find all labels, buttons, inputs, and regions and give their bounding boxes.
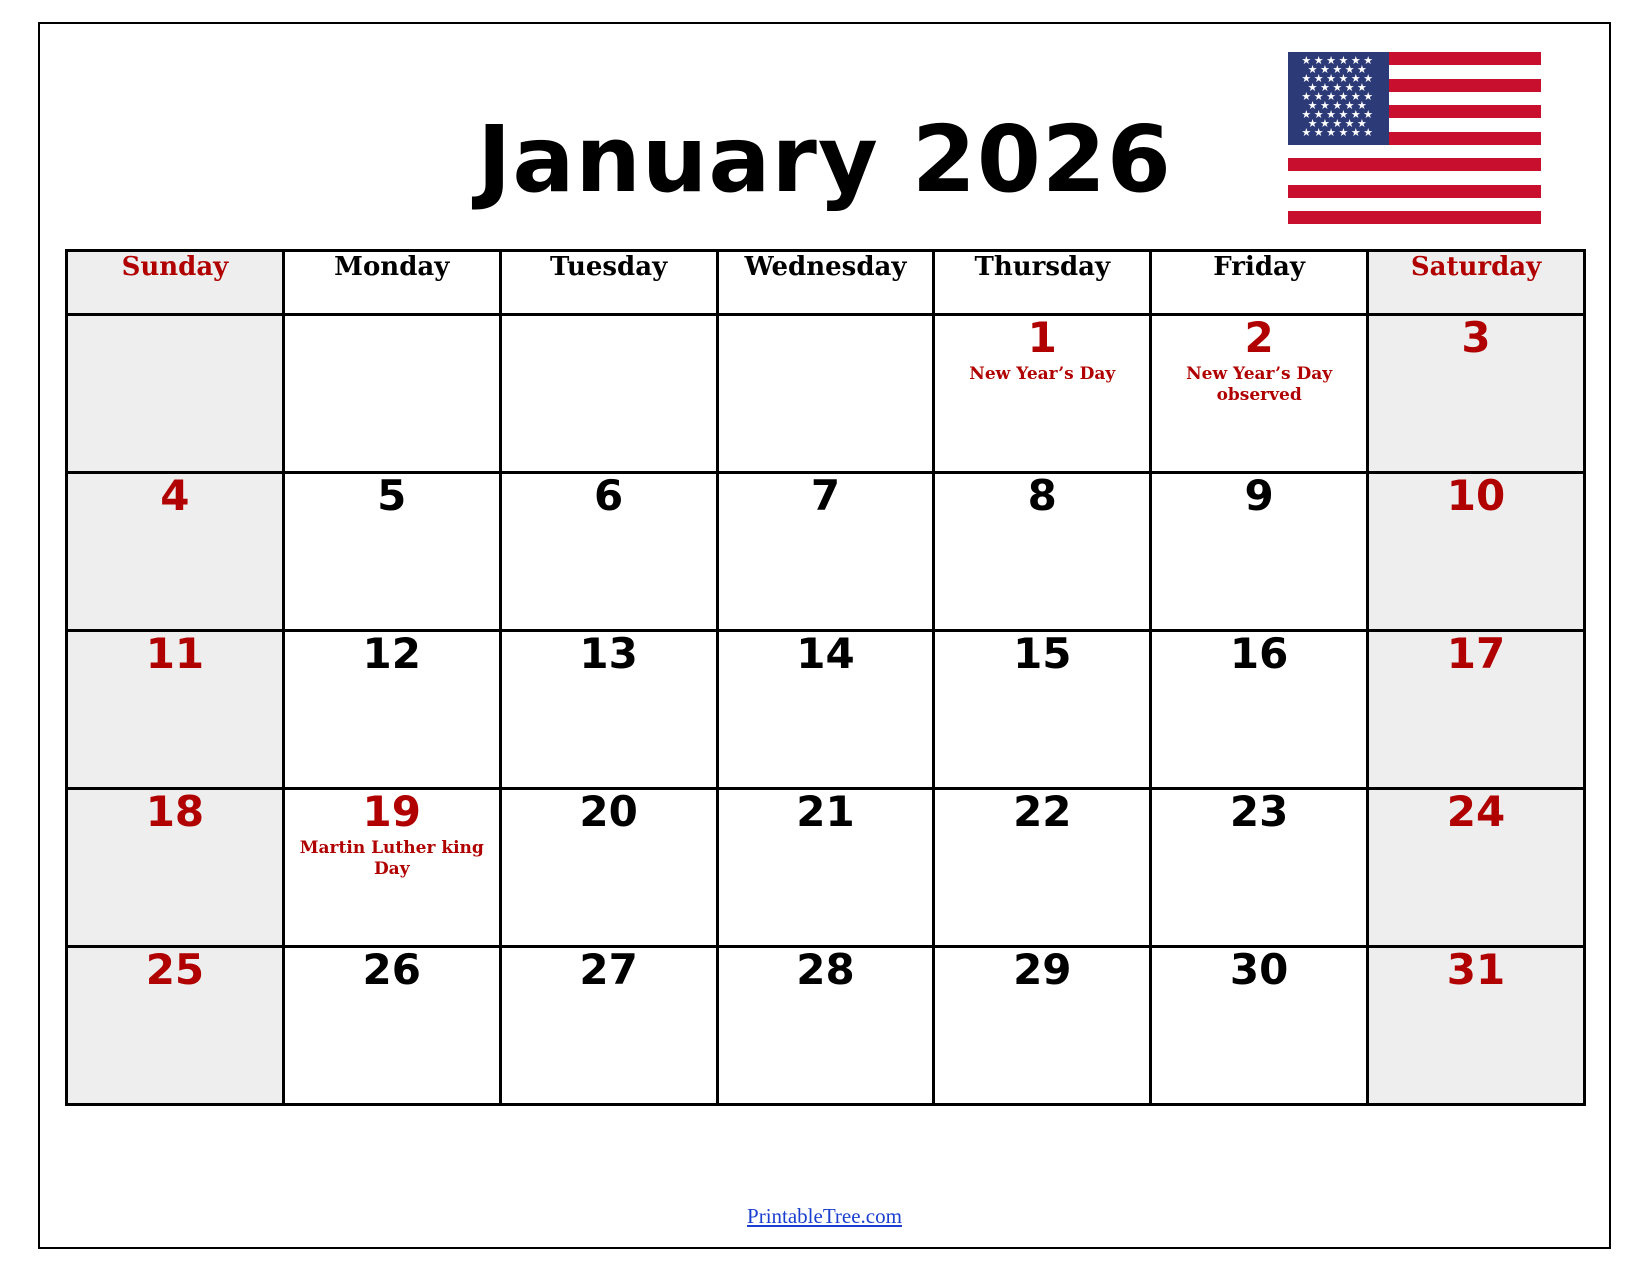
calendar-grid xyxy=(65,249,1586,1106)
calendar-week-row xyxy=(67,631,1585,789)
day-cell[interactable] xyxy=(717,789,934,947)
day-cell[interactable] xyxy=(67,473,284,631)
day-cell[interactable] xyxy=(1368,315,1585,473)
weekday-header-thursday: Thursday xyxy=(934,251,1151,315)
day-cell[interactable] xyxy=(1368,631,1585,789)
calendar-page xyxy=(38,22,1611,1249)
day-cell[interactable] xyxy=(283,631,500,789)
calendar-week-row xyxy=(67,473,1585,631)
day-event: New Year’s Day observed xyxy=(1186,364,1333,406)
day-cell[interactable] xyxy=(717,631,934,789)
day-number: 20 xyxy=(579,787,638,836)
day-cell[interactable] xyxy=(934,947,1151,1105)
day-cell[interactable] xyxy=(1151,789,1368,947)
day-cell[interactable] xyxy=(1151,631,1368,789)
day-number: 9 xyxy=(1244,471,1274,520)
day-number: 7 xyxy=(810,471,841,520)
day-number: 25 xyxy=(145,945,205,994)
day-cell[interactable] xyxy=(500,473,717,631)
calendar-week-row xyxy=(67,947,1585,1105)
day-cell[interactable] xyxy=(1151,473,1368,631)
day-cell[interactable] xyxy=(1151,315,1368,473)
day-cell[interactable] xyxy=(1151,947,1368,1105)
day-number: 19 xyxy=(362,787,421,836)
day-number: 8 xyxy=(1027,471,1057,520)
footer xyxy=(40,1204,1609,1229)
day-cell[interactable] xyxy=(934,315,1151,473)
weekday-header-saturday: Saturday xyxy=(1368,251,1585,315)
day-cell[interactable] xyxy=(283,789,500,947)
day-event: New Year’s Day xyxy=(969,364,1116,385)
day-number: 23 xyxy=(1229,787,1289,836)
day-number: 5 xyxy=(377,471,407,520)
day-number: 17 xyxy=(1446,629,1506,678)
day-cell[interactable] xyxy=(283,315,500,473)
page-title: January 2026 xyxy=(477,106,1172,213)
day-cell[interactable] xyxy=(283,947,500,1105)
day-cell[interactable] xyxy=(717,947,934,1105)
day-number: 4 xyxy=(160,471,190,520)
day-cell[interactable] xyxy=(1368,947,1585,1105)
day-cell[interactable] xyxy=(283,473,500,631)
weekday-header-friday: Friday xyxy=(1151,251,1368,315)
calendar-header xyxy=(40,24,1609,249)
calendar-week-row xyxy=(67,315,1585,473)
day-cell[interactable] xyxy=(500,947,717,1105)
day-cell[interactable] xyxy=(67,947,284,1105)
day-number: 31 xyxy=(1446,945,1506,994)
day-number: 3 xyxy=(1461,313,1491,362)
day-cell[interactable] xyxy=(934,473,1151,631)
day-number: 24 xyxy=(1446,787,1506,836)
day-number: 27 xyxy=(579,945,638,994)
day-number: 28 xyxy=(796,945,855,994)
weekday-header-wednesday: Wednesday xyxy=(717,251,934,315)
day-cell[interactable] xyxy=(67,631,284,789)
day-cell[interactable] xyxy=(67,789,284,947)
weekday-header-tuesday: Tuesday xyxy=(500,251,717,315)
day-number: 1 xyxy=(1027,313,1057,362)
day-number: 30 xyxy=(1229,945,1289,994)
day-cell[interactable] xyxy=(500,789,717,947)
day-cell[interactable] xyxy=(717,473,934,631)
day-cell[interactable] xyxy=(67,315,284,473)
day-number: 29 xyxy=(1013,945,1072,994)
day-number: 13 xyxy=(579,629,638,678)
day-number: 10 xyxy=(1446,471,1506,520)
day-cell[interactable] xyxy=(934,631,1151,789)
day-number: 18 xyxy=(145,787,205,836)
day-number: 26 xyxy=(362,945,421,994)
day-number: 16 xyxy=(1229,629,1289,678)
day-cell[interactable] xyxy=(500,315,717,473)
day-cell[interactable] xyxy=(717,315,934,473)
day-number: 2 xyxy=(1244,313,1274,362)
day-cell[interactable] xyxy=(934,789,1151,947)
day-number: 6 xyxy=(593,471,624,520)
weekday-header-row xyxy=(67,251,1585,315)
printabletree-link[interactable]: PrintableTree.com xyxy=(747,1204,902,1228)
day-number: 12 xyxy=(362,629,421,678)
us-flag-icon xyxy=(1288,52,1541,224)
day-number: 15 xyxy=(1013,629,1072,678)
day-cell[interactable] xyxy=(1368,473,1585,631)
weekday-header-sunday: Sunday xyxy=(67,251,284,315)
calendar-week-row xyxy=(67,789,1585,947)
day-cell[interactable] xyxy=(1368,789,1585,947)
day-number: 11 xyxy=(145,629,205,678)
day-number: 14 xyxy=(796,629,855,678)
day-number: 22 xyxy=(1013,787,1072,836)
flag-canton: ★★★★★★ ★★★★★ ★★★★★★ ★★★★★ ★★★★★★ ★★★★★ ★★★★★★ ★★★★★ ★★★★★★ xyxy=(1288,52,1389,145)
weekday-header-monday: Monday xyxy=(283,251,500,315)
day-event: Martin Luther king Day xyxy=(299,838,484,880)
day-number: 21 xyxy=(796,787,855,836)
day-cell[interactable] xyxy=(500,631,717,789)
